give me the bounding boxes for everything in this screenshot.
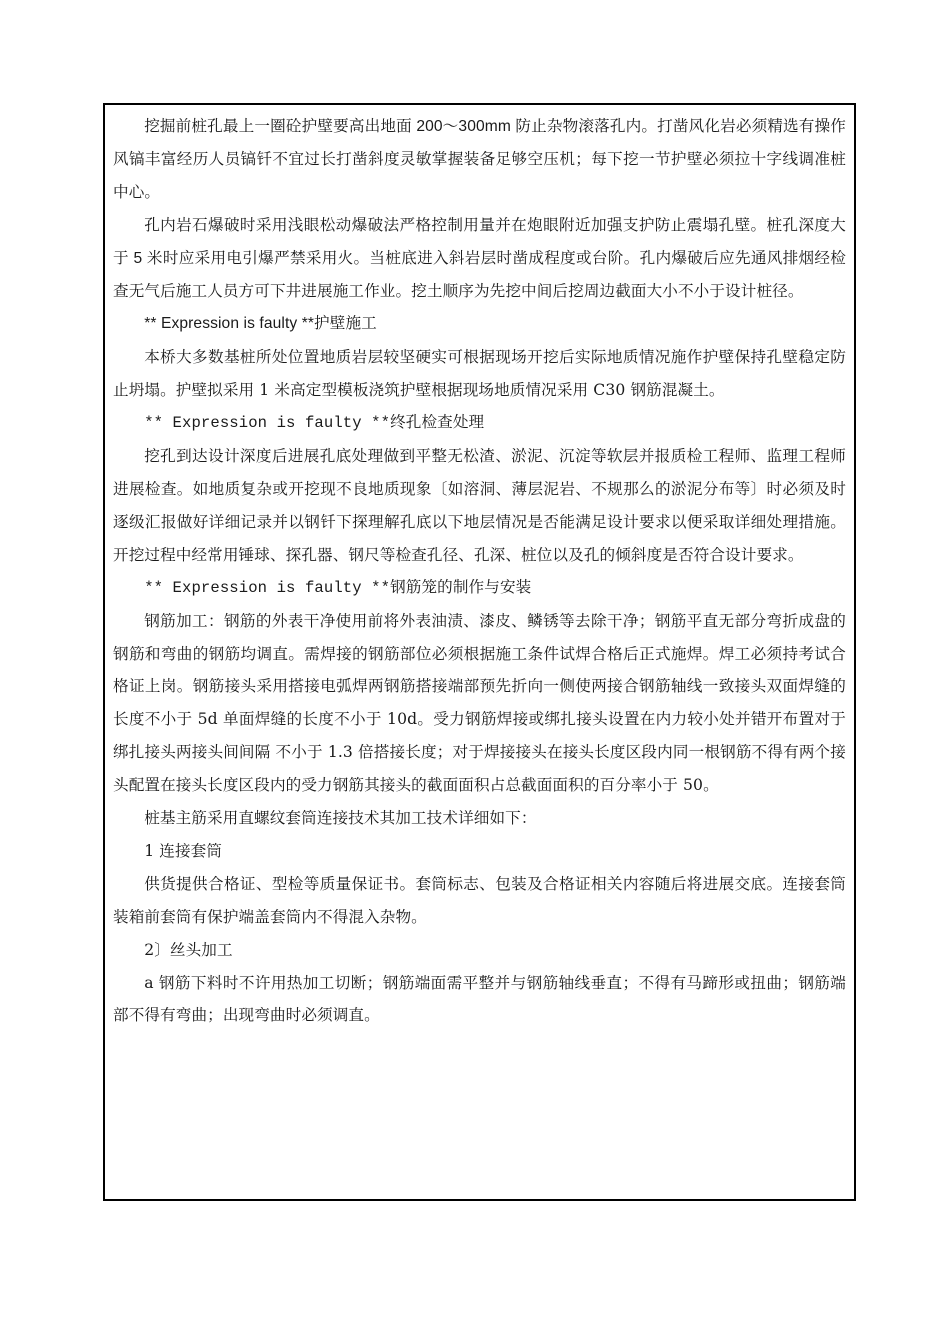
paragraph-threaded-sleeve-intro: 桩基主筋采用直螺纹套筒连接技术其加工技术详细如下： bbox=[144, 809, 537, 828]
heading-final-hole-inspection: ** Expression is faulty **终孔检查处理 bbox=[144, 414, 485, 433]
paragraph-retaining-wall: 本桥大多数基桩所处位置地质岩层较坚硬实可根据现场开挖后实际地质情况施作护壁保持孔壁稳定防止坍塌。护壁拟采用 1 米高定型模板浇筑护壁根据现场地质情况采用 C30 钢筋混凝土。 bbox=[113, 348, 846, 400]
item-connection-sleeve: 1 连接套筒 bbox=[144, 841, 223, 860]
paragraph-sleeve-supply: 供货提供合格证、型检等质量保证书。套筒标志、包装及合格证相关内容随后将进展交底。连接套筒装箱前套筒有保护端盖套筒内不得混入杂物。 bbox=[113, 874, 846, 926]
paragraph-rebar-cutting: a 钢筋下料时不许用热加工切断；钢筋端面需平整并与钢筋轴线垂直；不得有马蹄形或扭曲；钢筋端部不得有弯曲；出现弯曲时必须调直。 bbox=[113, 973, 846, 1025]
paragraph-pile-excavation: 挖掘前桩孔最上一圈砼护壁要高出地面 200～300mm 防止杂物滚落孔内。打凿风化岩必须精选有操作风镐丰富经历人员镐钎不宜过长打凿斜度灵敏掌握装备足够空压机；每下挖一节护壁必须拉十字线调准桩中心。 bbox=[113, 118, 846, 201]
content-table-cell bbox=[103, 103, 856, 1201]
paragraph-rebar-processing: 钢筋加工：钢筋的外表干净使用前将外表油渍、漆皮、鳞锈等去除干净；钢筋平直无部分弯折成盘的钢筋和弯曲的钢筋均调直。需焊接的钢筋部位必须根据施工条件试焊合格后正式施焊。焊工必须持考试合格证上岗。钢筋接头采用搭接电弧焊两钢筋搭接端部预先折向一侧使两接合钢筋轴线一致接头双面焊缝的长度不小于 5d 单面焊缝的长度不小于 10d。受力钢筋焊接或绑扎接头设置在内力较小处并错开布置对于绑扎接头两接头间间隔 不小于 1.3 倍搭接长度；对于焊接接头在接头长度区段内同一根钢筋不得有两个接头配置在接头长度区段内的受力钢筋其接头的截面面积占总截面面积的百分率小于 50。 bbox=[113, 611, 846, 795]
heading-rebar-cage: ** Expression is faulty **钢筋笼的制作与安装 bbox=[144, 578, 532, 597]
paragraph-final-hole-inspection: 挖孔到达设计深度后进展孔底处理做到平整无松渣、淤泥、沉淀等软层并报质检工程师、监理工程师进展检查。如地质复杂或开挖现不良地质现象〔如溶洞、薄层泥岩、不规那么的淤泥分布等〕时必须及时逐级汇报做好详细记录并以钢钎下探理解孔底以下地层情况是否能满足设计要求以便采取详细处理措施。开挖过程中经常用锤球、探孔器、钢尺等检查孔径、孔深、桩位以及孔的倾斜度是否符合设计要求。 bbox=[113, 447, 846, 564]
paragraph-rock-blasting: 孔内岩石爆破时采用浅眼松动爆破法严格控制用量并在炮眼附近加强支护防止震塌孔壁。桩孔深度大于 5 米时应采用电引爆严禁采用火。当桩底进入斜岩层时凿成程度或台阶。孔内爆破后应先通风排烟经检查无气后施工人员方可下井进展施工作业。挖土顺序为先挖中间后挖周边截面大小不小于设计桩径。 bbox=[113, 216, 846, 300]
heading-retaining-wall: ** Expression is faulty **护壁施工 bbox=[144, 315, 377, 333]
item-thread-processing: 2〕丝头加工 bbox=[144, 940, 233, 959]
